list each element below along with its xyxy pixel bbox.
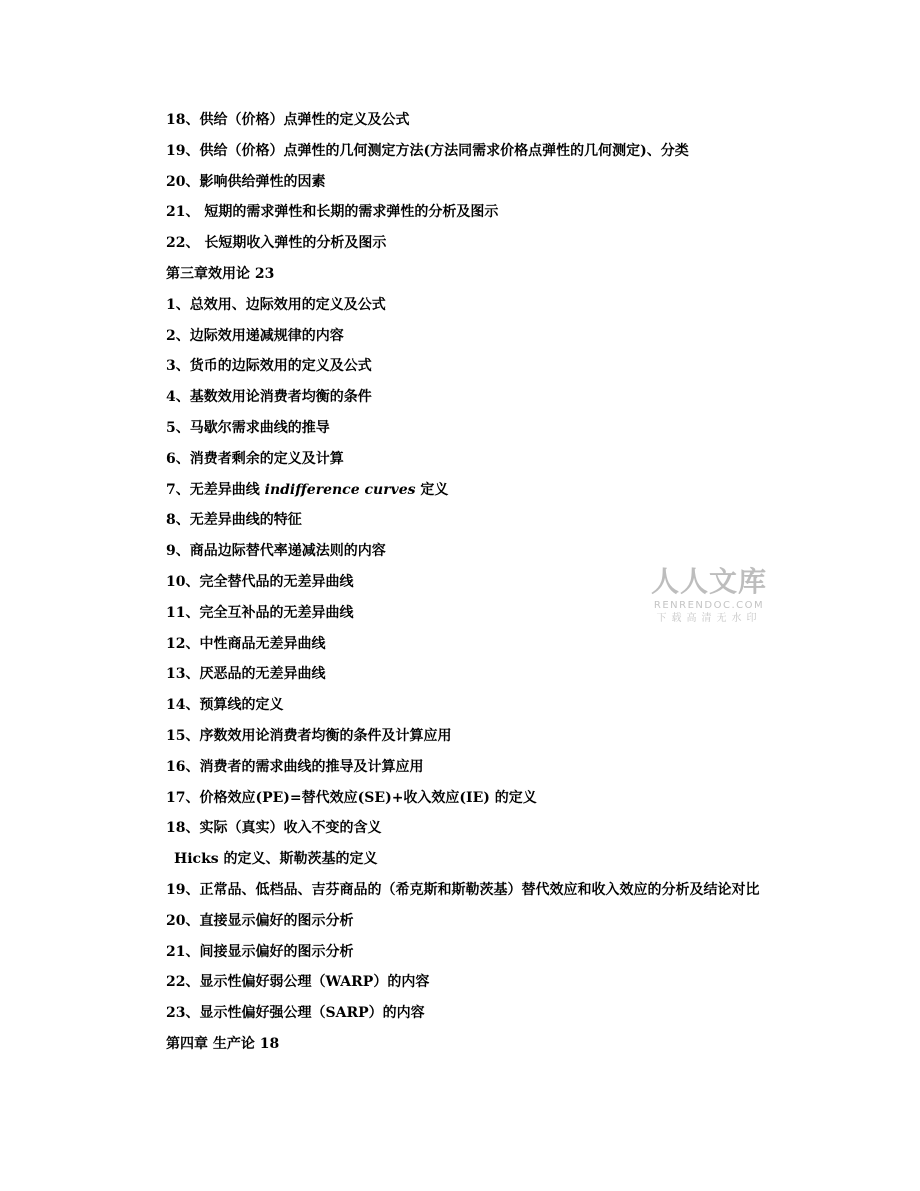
outline-item: 22、显示性偏好弱公理（WARP）的内容	[166, 974, 430, 991]
watermark-subtitle: 下载高清无水印	[656, 613, 762, 624]
outline-item: 11、完全互补品的无差异曲线	[166, 604, 354, 621]
outline-item: 1、总效用、边际效用的定义及公式	[166, 296, 386, 313]
outline-item-mixed	[137, 475, 787, 506]
outline-item: 13、厌恶品的无差异曲线	[166, 666, 326, 683]
outline-item: 8、无差异曲线的特征	[166, 512, 302, 529]
outline-item: 10、完全替代品的无差异曲线	[166, 573, 354, 590]
outline-item: 19、供给（价格）点弹性的几何测定方法(方法同需求价格点弹性的几何测定)、分类	[166, 142, 689, 159]
outline-item: 22、 长短期收入弹性的分析及图示	[166, 235, 387, 252]
watermark-title: 人人文库	[650, 565, 767, 598]
watermark	[644, 565, 774, 625]
outline-item: 20、直接显示偏好的图示分析	[166, 912, 354, 929]
chapter-heading: 第三章效用论 23	[166, 265, 275, 282]
outline-item: 21、 短期的需求弹性和长期的需求弹性的分析及图示	[166, 204, 499, 221]
outline-item-italic-term: indifference curves	[264, 481, 416, 498]
outline-item: 14、预算线的定义	[166, 697, 284, 714]
outline-item: 17、价格效应(PE)=替代效应(SE)+收入效应(IE) 的定义	[166, 789, 537, 806]
outline-item: 18、实际（真实）收入不变的含义	[166, 820, 382, 837]
outline-item: 18、供给（价格）点弹性的定义及公式	[166, 112, 410, 128]
outline-item: 20、影响供给弹性的因素	[166, 173, 326, 190]
watermark-url: RENRENDOC.COM	[653, 600, 765, 611]
chapter-heading: 第四章 生产论 18	[166, 1035, 280, 1052]
outline-item-wrapped: 19、正常品、低档品、吉芬商品的（希克斯和斯勒茨基）替代效应和收入效应的分析及结论对比	[166, 881, 760, 898]
outline-item: 23、显示性偏好强公理（SARP）的内容	[166, 1005, 425, 1022]
outline-item: 15、序数效用论消费者均衡的条件及计算应用	[166, 727, 452, 744]
outline-item: 12、中性商品无差异曲线	[166, 635, 326, 652]
outline-item: 5、马歇尔需求曲线的推导	[166, 419, 330, 436]
outline-subitem: Hicks 的定义、斯勒茨基的定义	[174, 851, 378, 868]
outline-item: 16、消费者的需求曲线的推导及计算应用	[166, 758, 424, 775]
outline-item: 2、边际效用递减规律的内容	[166, 327, 344, 344]
outline-item: 21、间接显示偏好的图示分析	[166, 943, 354, 960]
outline-item: 3、货币的边际效用的定义及公式	[166, 358, 372, 375]
outline-item-suffix: 定义	[415, 481, 449, 498]
outline-item: 4、基数效用论消费者均衡的条件	[166, 389, 372, 406]
outline-item: 6、消费者剩余的定义及计算	[166, 450, 344, 467]
outline-item-prefix: 7、无差异曲线	[166, 481, 265, 498]
outline-item: 9、商品边际替代率递减法则的内容	[166, 543, 386, 560]
